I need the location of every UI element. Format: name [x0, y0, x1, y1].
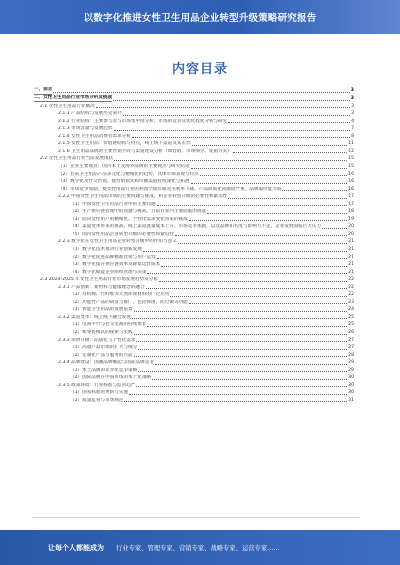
toc-page-number: 25 — [348, 322, 354, 328]
toc-entry-text: （2）定制化产品与服务的兴起 — [70, 352, 133, 358]
toc-page-number: 7 — [351, 126, 354, 132]
toc-entry[interactable] — [34, 389, 354, 397]
toc-page-number: 19 — [348, 216, 354, 222]
toc-entry-text: 2.3.4 品牌建设：国潮品牌崛起与国际品牌竞争 — [58, 360, 154, 366]
toc-leader-dots — [146, 288, 347, 289]
toc-entry[interactable] — [34, 125, 354, 133]
toc-heading: 内容目录 — [171, 62, 228, 77]
toc-leader-dots — [155, 364, 347, 365]
toc-entry[interactable] — [34, 102, 354, 110]
toc-entry-text: 2.1.1 产品结构与发展历史简介 — [58, 111, 122, 117]
toc-page-number: 27 — [348, 345, 354, 351]
toc-entry-text: （5）国内女性用品企业转型升级的必要性和紧迫性 — [70, 231, 174, 237]
toc-entry[interactable] — [34, 178, 354, 186]
toc-entry-text: （4）渠道变革带来的挑战，线上渠道流量成本上升，市场竞争加剧，以及品牌知名度与影响力不足，企业发展面临巨大压力 — [70, 224, 321, 230]
toc-leader-dots — [134, 311, 347, 312]
toc-leader-dots — [192, 145, 348, 146]
footer-tagline: 行业专家、管理专家、营销专家、战略专家、运营专家…… — [116, 545, 280, 552]
toc-leader-dots — [282, 190, 347, 191]
toc-entry[interactable] — [34, 291, 354, 299]
toc-page-number: 22 — [348, 292, 354, 298]
toc-page-number: 8 — [351, 133, 354, 139]
table-of-contents — [34, 87, 354, 404]
toc-page-number: 21 — [348, 246, 354, 252]
toc-entry-text: （2）目前卫生用品产品多元化与精细化的趋势，具体市场表现与特点 — [58, 171, 199, 177]
toc-entry[interactable] — [34, 87, 354, 95]
toc-entry-text: （4）市场竞争加剧，使女性用品行业的利润空间压缩及毛利率下降，产品同质化问题较严重，品牌溢价能力弱 — [58, 186, 282, 192]
toc-leader-dots — [228, 122, 350, 123]
toc-page-number: 17 — [348, 194, 354, 200]
toc-entry[interactable] — [34, 276, 354, 284]
toc-entry[interactable] — [34, 396, 354, 404]
toc-entry-text: （3）数字化及社交营销，使营销模式和传播渠道持续深化与拓展 — [58, 179, 190, 185]
toc-entry[interactable] — [34, 321, 354, 329]
toc-page-number: 30 — [348, 390, 354, 396]
toc-leader-dots — [200, 175, 347, 176]
toc-entry[interactable] — [34, 374, 354, 382]
toc-leader-dots — [191, 183, 348, 184]
toc-entry-text: （2）质量监管与市场规范 — [70, 397, 124, 403]
toc-leader-dots — [138, 371, 347, 372]
toc-entry[interactable] — [34, 185, 354, 193]
toc-page-number: 3 — [351, 103, 354, 109]
toc-page-number: 20 — [348, 224, 354, 230]
toc-entry-text: （2）功能性产品的研发与推广，包括抑菌、防过敏等功能 — [70, 299, 188, 305]
toc-entry[interactable] — [34, 313, 354, 321]
toc-leader-dots — [178, 243, 347, 244]
toc-entry[interactable] — [34, 110, 354, 118]
toc-entry[interactable] — [34, 253, 354, 261]
toc-leader-dots — [114, 130, 351, 131]
toc-entry-text: （3）面向女性用户的精细化、个性化需求变化带来的挑战 — [70, 216, 188, 222]
toc-entry-text: （4）数字化赋能企业组织管理与决策 — [70, 269, 147, 275]
toc-leader-dots — [134, 356, 347, 357]
toc-entry-text: （1）国家标准的更新与实施 — [70, 390, 129, 396]
toc-entry[interactable] — [34, 170, 354, 178]
toc-entry[interactable] — [34, 344, 354, 352]
toc-entry[interactable] — [34, 193, 354, 201]
toc-entry[interactable] — [34, 261, 354, 269]
toc-leader-dots — [123, 115, 350, 116]
toc-entry[interactable] — [34, 245, 354, 253]
toc-entry[interactable] — [34, 359, 354, 367]
toc-leader-dots — [113, 100, 350, 101]
toc-leader-dots — [134, 334, 347, 335]
toc-leader-dots — [157, 205, 348, 206]
toc-leader-dots — [175, 235, 347, 236]
toc-leader-dots — [147, 273, 347, 274]
toc-page-number: 22 — [348, 284, 354, 290]
toc-leader-dots — [129, 394, 347, 395]
toc-leader-dots — [228, 198, 347, 199]
toc-page-number: 15 — [348, 156, 354, 162]
toc-leader-dots — [138, 349, 347, 350]
toc-page-number: 20 — [348, 231, 354, 237]
toc-leader-dots — [233, 152, 347, 153]
toc-entry[interactable] — [34, 223, 354, 231]
toc-page-number: 21 — [348, 254, 354, 260]
toc-page-number: 30 — [348, 382, 354, 388]
toc-page-number: 18 — [348, 209, 354, 215]
toc-page-number: 24 — [348, 307, 354, 313]
toc-leader-dots — [170, 296, 347, 297]
toc-leader-dots — [189, 303, 347, 304]
toc-leader-dots — [136, 386, 347, 387]
toc-entry[interactable] — [34, 140, 354, 148]
toc-entry-text: 一、前言 — [34, 87, 52, 94]
toc-leader-dots — [147, 326, 347, 327]
toc-entry-text: （1）中国女性卫生用品行业中的主要问题 — [70, 201, 156, 207]
report-title: 以数字化推进女性卫生用品企业转型升级策略研究报告 — [83, 13, 317, 24]
toc-page-number: 16 — [348, 179, 354, 185]
toc-entry[interactable] — [34, 306, 354, 314]
toc-entry[interactable] — [34, 200, 354, 208]
toc-page-number: 4 — [351, 118, 354, 124]
toc-entry-text: 2.1.5 女性卫生用品：价值链结构与特点，线上线下渠道及其差异 — [58, 141, 191, 147]
toc-page-number: 23 — [348, 299, 354, 305]
toc-entry[interactable] — [34, 238, 354, 246]
toc-leader-dots — [132, 137, 350, 138]
toc-entry-text: 2.2 女性卫生用品行业当前发展现状 — [40, 156, 114, 162]
toc-entry[interactable] — [34, 230, 354, 238]
toc-entry-text: 2.3.2 渠道变革：线上线下融合发展 — [58, 314, 131, 320]
toc-leader-dots — [136, 341, 347, 342]
toc-entry-text: （3）智能卫生用品的发展前景 — [70, 307, 133, 313]
toc-entry-text: 2.3.1 产品创新：新材料与健康理念的融合 — [58, 284, 145, 290]
toc-leader-dots — [124, 401, 347, 402]
toc-leader-dots — [157, 258, 348, 259]
toc-leader-dots — [152, 379, 347, 380]
toc-entry[interactable] — [34, 95, 354, 103]
toc-leader-dots — [96, 107, 350, 108]
toc-page-number: 31 — [348, 397, 354, 403]
toc-entry-text: （2）数字化促进品牌精准营销与用户运营 — [70, 254, 156, 260]
toc-entry-text: （1）本土品牌的差异化竞争策略 — [70, 367, 138, 373]
toc-leader-dots — [53, 92, 349, 93]
footer-banner — [0, 530, 400, 565]
toc-leader-dots — [191, 168, 348, 169]
toc-entry-text: （1）电商平台与社交电商的持续增长 — [70, 322, 147, 328]
toc-entry-text: 2.2.2 中国女性卫生用品市场的主要问题与挑战，和企业转型升级的必要性和紧迫性 — [58, 194, 228, 200]
toc-entry[interactable] — [34, 147, 354, 155]
toc-entry-text: （1）有机棉、竹纤维等天然环保材料的广泛应用 — [70, 292, 170, 298]
toc-page-number: 15 — [348, 163, 354, 169]
toc-entry-text: （1）高端产品市场的扩大与细分 — [70, 345, 138, 351]
toc-page-number: 29 — [348, 360, 354, 366]
toc-page-number: 21 — [348, 239, 354, 245]
toc-entry-text: 2.3.3 消费升级：品质化与个性化需求 — [58, 337, 136, 343]
toc-page-number: 25 — [348, 314, 354, 320]
toc-entry-text: 2.3 2024-2025 年女性卫生用品行业市场发展趋势及分析 — [40, 277, 158, 283]
toc-entry[interactable] — [34, 268, 354, 276]
toc-page-number: 3 — [350, 88, 354, 94]
toc-leader-dots — [132, 318, 347, 319]
toc-entry[interactable] — [34, 117, 354, 125]
toc-leader-dots — [322, 228, 347, 229]
footer-slogan: 让每个人都能成为 — [48, 543, 104, 552]
toc-entry[interactable] — [34, 366, 354, 374]
toc-entry-text: （1）企业主要观点：国内本土及海外品牌的主要观点与研究结论 — [58, 163, 190, 169]
page-divider — [32, 517, 360, 518]
toc-leader-dots — [114, 160, 347, 161]
toc-page-number: 3 — [350, 96, 354, 102]
toc-entry-text: （1）数字化技术推动行业创新发展 — [70, 246, 142, 252]
toc-entry-text: 2.2.3 数字化在女性卫生用品企业转型升级中的作用与意义 — [58, 239, 177, 245]
toc-entry[interactable] — [34, 283, 354, 291]
toc-entry-text: （2）新零售模式的探索与实践 — [70, 329, 133, 335]
toc-leader-dots — [159, 281, 347, 282]
toc-leader-dots — [161, 266, 347, 267]
toc-leader-dots — [143, 251, 347, 252]
toc-entry-text: 2.1 女性卫生用品行业概况 — [40, 103, 95, 109]
toc-entry[interactable] — [34, 132, 354, 140]
toc-entry-text: 2.1.6 卫生用品品牌的主要营销手段与渠道建设分析（如营销、市场细分、促销方式） — [58, 148, 232, 154]
toc-page-number: 3 — [351, 111, 354, 117]
toc-page-number: 21 — [348, 262, 354, 268]
toc-entry-text: （3）数字化提升供应链效率及降低运营成本 — [70, 262, 161, 268]
toc-entry-text: 二、女性卫生用品行业市场分析及挑战 — [34, 95, 112, 102]
toc-page-number: 30 — [348, 375, 354, 381]
toc-page-number: 22 — [348, 277, 354, 283]
toc-entry-text: 2.3.5 政策环境：行业标准与监管趋严 — [58, 382, 136, 388]
toc-entry[interactable] — [34, 162, 354, 170]
toc-page-number: 26 — [348, 329, 354, 335]
toc-entry-text: 2.1.4 女性卫生用品消费者需求分析 — [58, 133, 131, 139]
toc-entry[interactable] — [34, 381, 354, 389]
toc-page-number: 27 — [348, 337, 354, 343]
toc-page-number: 12 — [348, 148, 354, 154]
toc-entry[interactable] — [34, 351, 354, 359]
toc-entry[interactable] — [34, 155, 354, 163]
toc-entry-text: （2）国际品牌在中国市场的本土化策略 — [70, 375, 152, 381]
toc-page-number: 29 — [348, 367, 354, 373]
toc-entry-text: 2.1.2 行业结构：主要参与者与市场集中度分析，市场的竞争及优化程度分析与研究 — [58, 118, 228, 124]
toc-page-number: 16 — [348, 171, 354, 177]
toc-page-number: 17 — [348, 201, 354, 207]
toc-entry[interactable] — [34, 298, 354, 306]
toc-entry-text: （2）生产供应链管理中的问题与挑战，目前行业内主要面临的挑战 — [70, 209, 207, 215]
toc-entry[interactable] — [34, 329, 354, 337]
toc-leader-dots — [207, 213, 347, 214]
toc-page-number: 21 — [348, 269, 354, 275]
report-header-banner — [0, 0, 400, 34]
toc-leader-dots — [189, 220, 347, 221]
toc-page-number: 16 — [348, 186, 354, 192]
toc-page-number: 11 — [348, 141, 354, 147]
toc-entry[interactable] — [34, 208, 354, 216]
toc-entry-text: 2.1.3 市场容量与发展趋势 — [58, 126, 113, 132]
toc-entry[interactable] — [34, 215, 354, 223]
toc-page-number: 28 — [348, 352, 354, 358]
toc-entry[interactable] — [34, 336, 354, 344]
